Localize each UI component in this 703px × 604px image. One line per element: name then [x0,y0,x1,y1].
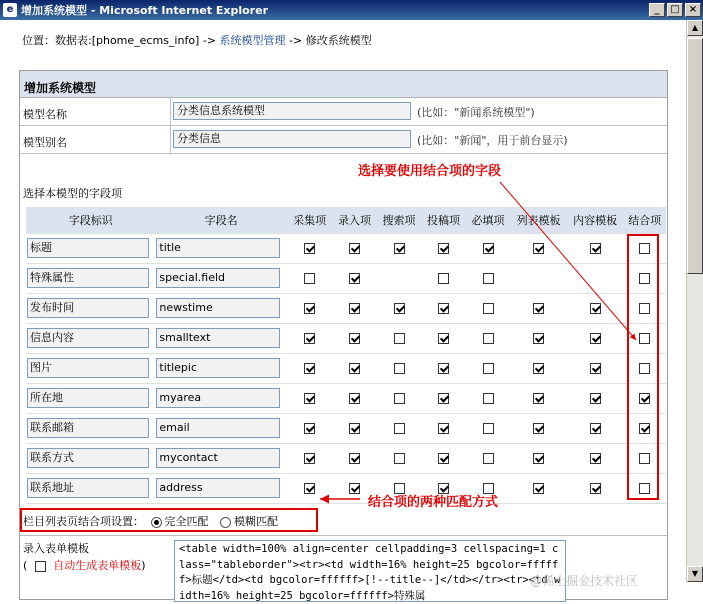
maximize-button[interactable]: □ [667,3,683,17]
col-header: 必填项 [466,207,510,233]
model-name-label: 模型名称 [23,108,67,121]
exact-match-label: 完全匹配 [164,515,209,528]
breadcrumb-suffix: -> 修改系统模型 [289,34,372,47]
model-name-hint: (比如："新闻系统模型") [417,106,535,119]
annotation-select-fields: 选择要使用结合项的字段 [358,164,502,179]
col-header: 结合项 [623,207,666,233]
field-name-input[interactable]: newstime [156,298,280,318]
page-content [0,20,686,602]
breadcrumb-link-model-manage[interactable]: 系统模型管理 [219,34,286,47]
select-fields-label: 选择本模型的字段项 [23,187,122,200]
form-template-label: 录入表单模板 [23,542,89,555]
arrow-to-combine-column [500,182,636,340]
field-name-input[interactable]: email [156,418,280,438]
model-name-input[interactable]: 分类信息系统模型 [173,102,411,120]
field-label-input[interactable]: 联系邮箱 [27,418,149,438]
auto-generate-label: 自动生成表单模板 [53,559,142,572]
col-header: 字段名 [155,207,286,233]
field-name-input[interactable]: address [156,478,280,498]
field-label-input[interactable]: 特殊属性 [27,268,149,288]
field-label-input[interactable]: 标题 [27,238,149,258]
window-title: 增加系统模型 - Microsoft Internet Explorer [21,4,268,17]
field-name-input[interactable]: special.field [156,268,280,288]
field-label-input[interactable]: 联系方式 [27,448,149,468]
field-name-input[interactable]: smalltext [156,328,280,348]
auto-generate-close-paren: ) [141,559,146,572]
field-name-input[interactable]: title [156,238,280,258]
col-header: 搜索项 [377,207,421,233]
scroll-down-arrow-icon[interactable]: ▼ [687,566,703,582]
col-header: 投稿项 [421,207,465,233]
col-header: 采集项 [287,207,332,233]
window-title-bar [0,0,703,20]
model-alias-input[interactable]: 分类信息 [173,130,411,148]
col-header: 列表模板 [510,207,567,233]
breadcrumb-prefix: 位置：数据表:[phome_ecms_info] -> [22,34,217,47]
ie-logo-icon: e [3,3,17,17]
field-label-input[interactable]: 信息内容 [27,328,149,348]
scroll-thumb[interactable] [687,38,703,274]
auto-generate-open-paren: ( [23,559,28,572]
watermark: @稀土掘金技术社区 [530,574,639,588]
fuzzy-match-label: 模糊匹配 [234,515,278,528]
model-alias-hint: (比如："新闻"，用于前台显示) [417,134,568,147]
vertical-scrollbar[interactable] [686,20,703,582]
form-template-textarea[interactable]: <table width=100% align=center cellpadding=3 cellspacing=1 class="tableborder"><tr><td width=16% height=25 bgcolor=ffffff>标题</td><td bgcolor=ffffff>[!--title--]</td></tr><tr><td width=16% height=25 bgcolor=ffffff>特殊属 [174,540,566,602]
field-label-input[interactable]: 图片 [27,358,149,378]
field-label-input[interactable]: 发布时间 [27,298,149,318]
field-name-input[interactable]: titlepic [156,358,280,378]
annotation-match-modes: 结合项的两种匹配方式 [368,495,499,510]
field-label-input[interactable]: 所在地 [27,388,149,408]
model-alias-label: 模型别名 [23,136,67,149]
field-label-input[interactable]: 联系地址 [27,478,149,498]
col-header: 字段标识 [26,207,155,233]
scroll-up-arrow-icon[interactable]: ▲ [687,20,703,36]
panel-heading: 增加系统模型 [20,71,667,98]
match-setting-label: 栏目列表页结合项设置： [23,515,144,528]
minimize-button[interactable]: _ [649,3,665,17]
annotation-arrows [0,20,686,582]
field-name-input[interactable]: mycontact [156,448,280,468]
close-button[interactable]: × [685,3,701,17]
col-header: 录入项 [332,207,376,233]
field-name-input[interactable]: myarea [156,388,280,408]
col-header: 内容模板 [567,207,624,233]
